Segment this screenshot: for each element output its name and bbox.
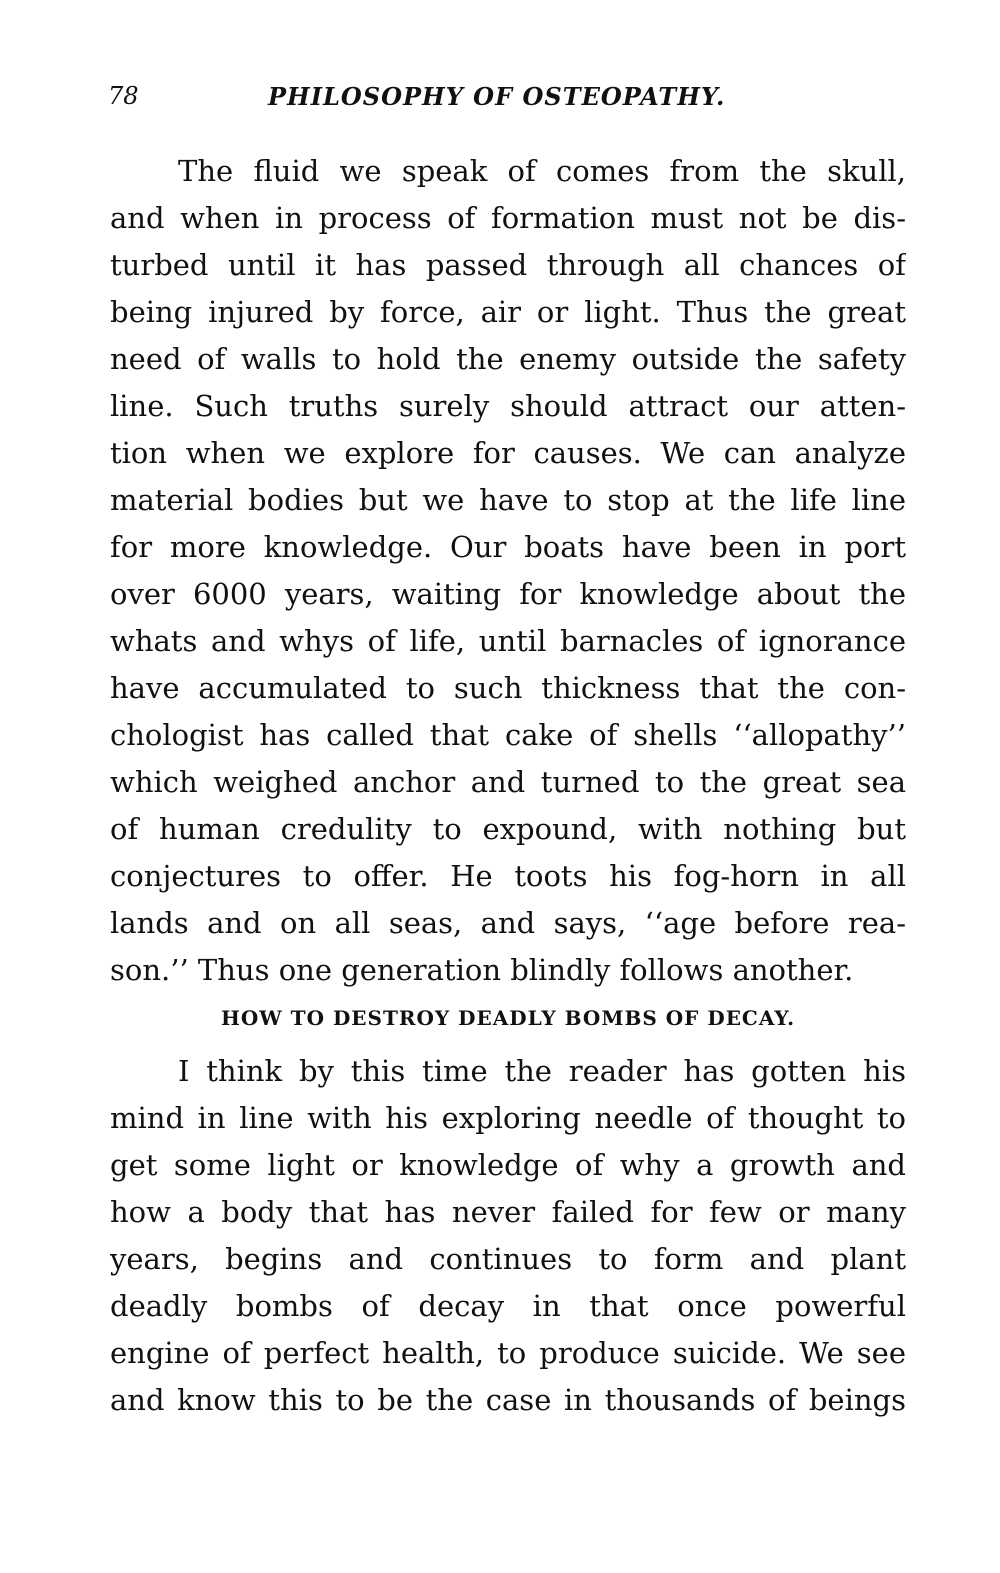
- text-line: engine of perfect health, to produce suicide. We see: [110, 1336, 906, 1370]
- text-line: of human credulity to expound, with nothing but: [110, 812, 906, 846]
- text-line: deadly bombs of decay in that once powerful: [110, 1289, 906, 1323]
- text-line: line. Such truths surely should attract our atten-: [110, 389, 906, 423]
- text-line: son.’’ Thus one generation blindly follows another.: [110, 953, 854, 987]
- text-line: chologist has called that cake of shells ‘‘allopathy’’: [110, 718, 906, 752]
- text-line: get some light or knowledge of why a growth and: [110, 1148, 906, 1182]
- text-line: years, begins and continues to form and plant: [110, 1242, 906, 1276]
- page-number: 78: [108, 82, 139, 110]
- text-line: which weighed anchor and turned to the great sea: [110, 765, 906, 799]
- text-line: being injured by force, air or light. Thus the great: [110, 295, 906, 329]
- text-line: tion when we explore for causes. We can analyze: [110, 436, 906, 470]
- text-line: need of walls to hold the enemy outside the safety: [110, 342, 906, 376]
- text-line: have accumulated to such thickness that the con-: [110, 671, 906, 705]
- section-heading: HOW TO DESTROY DEADLY BOMBS OF DECAY.: [220, 1006, 796, 1030]
- text-line: how a body that has never failed for few or many: [110, 1195, 906, 1229]
- text-line: lands and on all seas, and says, ‘‘age before rea-: [110, 906, 906, 940]
- text-line: for more knowledge. Our boats have been in port: [110, 530, 906, 564]
- text-line: whats and whys of life, until barnacles of ignorance: [110, 624, 906, 658]
- paragraph-1: [110, 148, 906, 994]
- text-line: conjectures to offer. He toots his fog-horn in all: [110, 859, 906, 893]
- text-line: mind in line with his exploring needle of thought to: [110, 1101, 906, 1135]
- text-line: The fluid we speak of comes from the skull,: [178, 154, 906, 188]
- page-header: [108, 82, 908, 122]
- running-title: PHILOSOPHY OF OSTEOPATHY.: [268, 82, 726, 111]
- text-line: and know this to be the case in thousands of beings: [110, 1383, 906, 1417]
- text-line: turbed until it has passed through all chances of: [110, 248, 906, 282]
- text-line: I think by this time the reader has gotten his: [178, 1054, 906, 1088]
- text-line: material bodies but we have to stop at the life line: [110, 483, 906, 517]
- text-line: over 6000 years, waiting for knowledge about the: [110, 577, 906, 611]
- paragraph-2: [110, 1048, 906, 1424]
- text-line: and when in process of formation must not be dis-: [110, 201, 906, 235]
